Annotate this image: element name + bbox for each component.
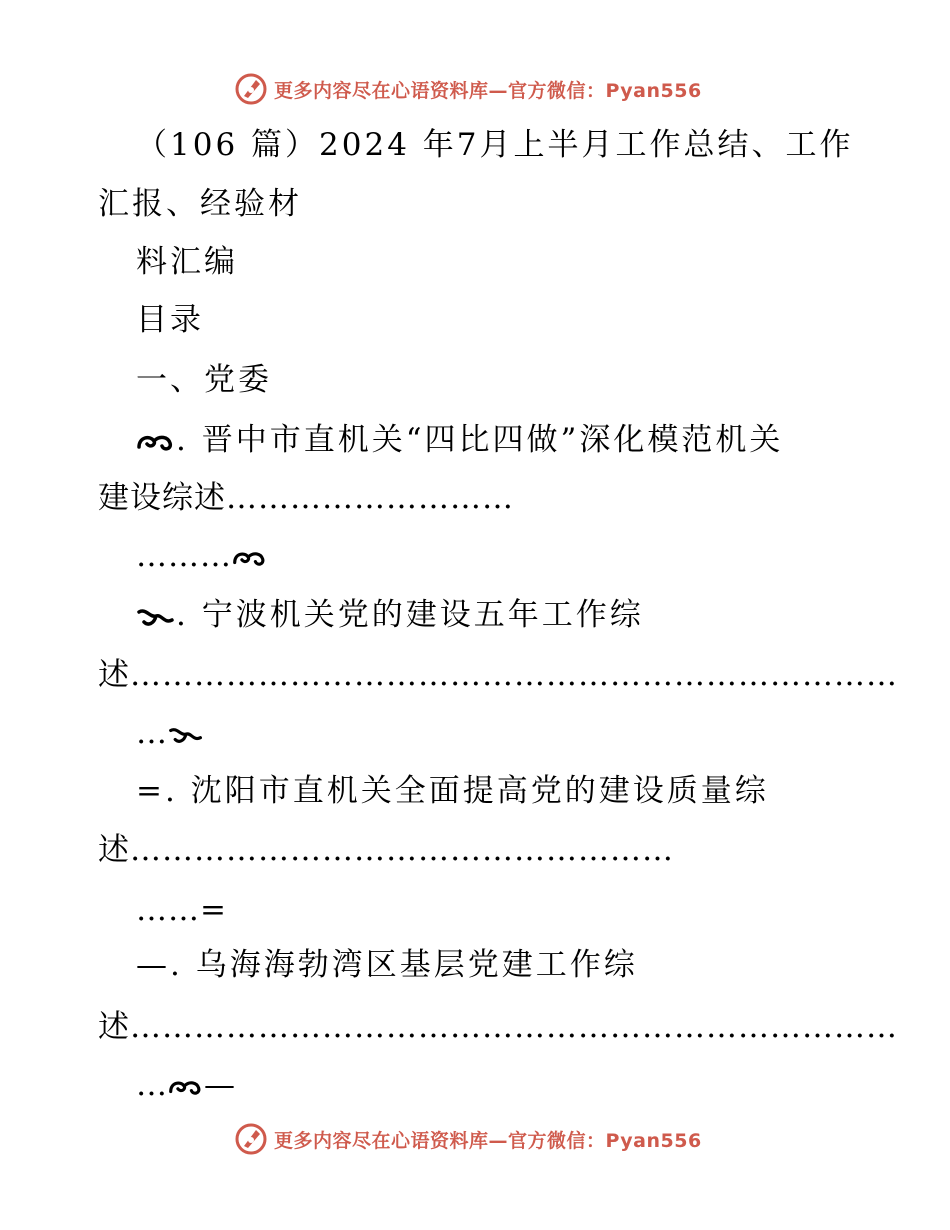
toc-entry-4-marker: —	[136, 947, 170, 983]
toc-heading: 目录	[136, 302, 204, 338]
toc-entry-2	[136, 595, 644, 635]
watermark-text: 更多内容尽在心语资料库—官方微信：Pyan556	[274, 79, 702, 102]
toc-entry-4	[136, 945, 638, 985]
toc-entry-1-title: . 晋中市直机关“四比四做”深化模范机关	[176, 422, 784, 458]
toc-entry-1	[136, 420, 783, 460]
toc-entry-2-leader: …	[136, 715, 168, 751]
document-title-line-2: 汇报、经验材	[98, 186, 302, 222]
toc-entry-2-page-line	[136, 713, 204, 753]
watermark-text: 更多内容尽在心语资料库—官方微信：Pyan556	[274, 1129, 702, 1152]
ornament-two-icon	[136, 604, 176, 630]
toc-entry-3-page-marker: =	[200, 892, 229, 928]
toc-entry-3-page-line	[136, 890, 229, 930]
section-heading-party-committee: 一、党委	[136, 362, 272, 398]
ornament-one-icon	[136, 429, 176, 455]
toc-entry-1-page-line	[136, 536, 268, 576]
toc-entry-2-title: . 宁波机关党的建设五年工作综	[176, 597, 644, 633]
document-title-line-1: （106 篇）2024 年7月上半月工作总结、工作	[136, 127, 854, 163]
toc-entry-3-leader: ……	[136, 892, 200, 928]
footer-watermark	[234, 1122, 702, 1156]
toc-entry-3-title: . 沈阳市直机关全面提高党的建设质量综	[164, 773, 769, 809]
document-title-line-3: 料汇编	[136, 244, 238, 280]
toc-entry-3	[136, 771, 769, 811]
toc-entry-4-title: . 乌海海勃湾区基层党建工作综	[170, 947, 638, 983]
ornament-one-icon	[168, 1075, 204, 1099]
toc-entry-4-leader: …	[136, 1067, 168, 1103]
ornament-one-icon	[232, 546, 268, 570]
toc-entry-4-continuation: 述………………………………………………………………	[98, 1009, 898, 1045]
pen-nib-logo-icon	[234, 72, 268, 106]
toc-entry-4-page-marker: —	[204, 1067, 238, 1103]
toc-entry-3-marker: =	[136, 773, 165, 809]
toc-entry-1-continuation: 建设综述………………………	[98, 480, 514, 516]
toc-entry-1-leader: ………	[136, 538, 232, 574]
header-watermark	[234, 72, 702, 106]
toc-entry-2-continuation: 述………………………………………………………………	[98, 657, 898, 693]
pen-nib-logo-icon	[234, 1122, 268, 1156]
toc-entry-4-page-line	[136, 1065, 238, 1105]
toc-entry-3-continuation: 述……………………………………………	[98, 832, 674, 868]
ornament-two-icon	[168, 723, 204, 747]
